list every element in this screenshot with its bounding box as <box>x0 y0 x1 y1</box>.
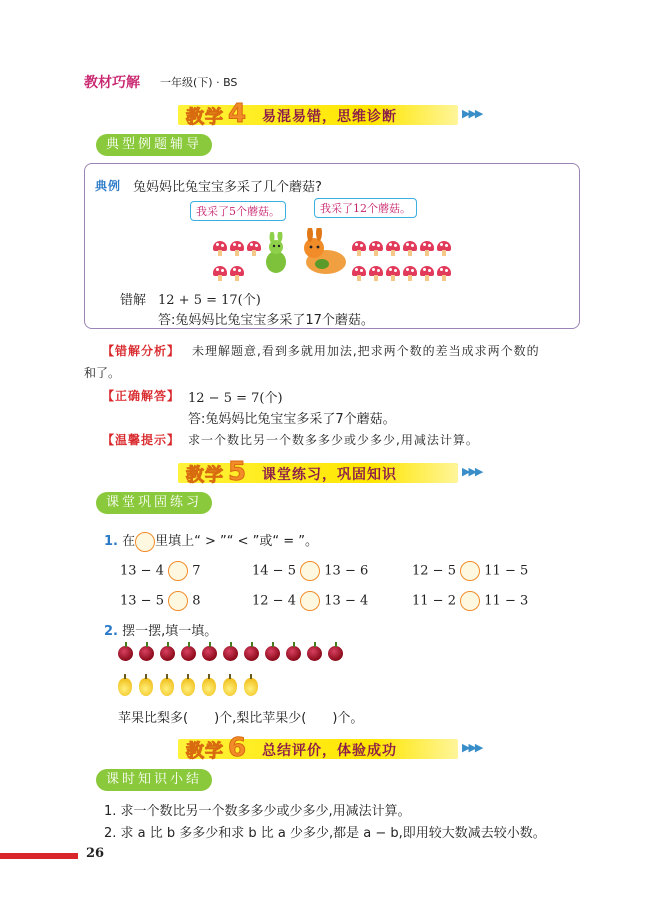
analysis-text-line2: 和了。 <box>84 366 121 380</box>
compare-item-6: 11 − 2 11 − 3 <box>412 591 528 611</box>
tip-text: 求一个数比另一个数多多少或少多少,用减法计算。 <box>188 433 479 447</box>
header-subtitle: 一年级(下) · BS <box>160 76 238 89</box>
section-number: 4 <box>228 99 247 129</box>
mushroom-icon <box>403 241 417 251</box>
subsection-pill: 课时知识小结 <box>96 769 212 791</box>
question-number: 2. <box>104 624 118 639</box>
pear-icon <box>118 678 132 696</box>
section-label: 教学 <box>186 107 224 128</box>
question-1-pre: 在 <box>122 534 136 549</box>
correct-tag: 【正确解答】 <box>102 389 181 403</box>
correct-equation: 12 − 5 = 7(个) <box>188 391 283 406</box>
apple-icon <box>244 646 259 661</box>
mushroom-icon <box>420 266 434 276</box>
apple-icon <box>139 646 154 661</box>
analysis-text-line1: 未理解题意,看到多就用加法,把求两个数的差当成求两个数的 <box>192 344 540 358</box>
mushroom-icon <box>247 241 261 251</box>
analysis-tag: 【错解分析】 <box>102 344 181 358</box>
section-banner-4 <box>178 101 490 129</box>
pear-icon <box>244 678 258 696</box>
apple-icon <box>160 646 175 661</box>
section-number: 6 <box>228 733 247 763</box>
compare-circle[interactable] <box>300 591 320 611</box>
mushroom-icon <box>437 266 451 276</box>
section-banner-5 <box>178 459 490 487</box>
baby-rabbit-icon <box>262 232 290 274</box>
compare-circle[interactable] <box>460 591 480 611</box>
pear-icon <box>223 678 237 696</box>
question-number: 1. <box>104 534 118 549</box>
header-brand: 教材巧解 <box>84 75 140 91</box>
pear-icon <box>160 678 174 696</box>
mushroom-icon <box>386 241 400 251</box>
section-title: 易混易错，思维诊断 <box>262 109 397 125</box>
section-number: 5 <box>228 457 247 487</box>
correct-answer: 答:兔妈妈比兔宝宝多采了7个蘑菇。 <box>188 412 396 427</box>
wrong-answer: 答:兔妈妈比兔宝宝多采了17个蘑菇。 <box>158 313 374 328</box>
pear-icon <box>139 678 153 696</box>
compare-circle[interactable] <box>168 591 188 611</box>
compare-circle[interactable] <box>168 561 188 581</box>
mother-rabbit-icon <box>298 228 350 276</box>
apple-icon <box>181 646 196 661</box>
arrows-icon: ▶▶▶ <box>462 465 482 478</box>
compare-circle[interactable] <box>460 561 480 581</box>
subsection-pill: 课堂巩固练习 <box>96 492 212 514</box>
question-2-title: 摆一摆,填一填。 <box>122 624 218 639</box>
question-2 <box>104 620 217 639</box>
mushroom-group-right <box>352 236 470 280</box>
compare-item-2: 14 − 5 13 − 6 <box>252 561 368 581</box>
mushroom-icon <box>369 241 383 251</box>
compare-item-5: 12 − 4 13 − 4 <box>252 591 368 611</box>
section-title: 总结评价，体验成功 <box>262 743 397 759</box>
section-label: 教学 <box>186 741 224 762</box>
question-1-post: 里填上“ > ”“ < ”或“ = ”。 <box>155 534 319 549</box>
compare-item-4: 13 − 5 8 <box>120 591 201 611</box>
mushroom-icon <box>213 266 227 276</box>
question-1 <box>104 530 318 552</box>
page-number: 26 <box>86 846 105 861</box>
apple-icon <box>265 646 280 661</box>
compare-item-3: 12 − 5 11 − 5 <box>412 561 528 581</box>
example-question: 兔妈妈比兔宝宝多采了几个蘑菇? <box>133 180 322 195</box>
pear-icon <box>202 678 216 696</box>
section-banner-6 <box>178 735 490 763</box>
mushroom-icon <box>403 266 417 276</box>
wrong-equation: 12 + 5 = 17(个) <box>158 293 261 308</box>
apple-icon <box>286 646 301 661</box>
pear-icon <box>181 678 195 696</box>
mushroom-icon <box>213 241 227 251</box>
tip-tag: 【温馨提示】 <box>102 433 181 447</box>
apple-row <box>118 646 349 665</box>
apple-icon <box>118 646 133 661</box>
compare-circle <box>135 532 155 552</box>
bubble-right: 我采了12个蘑菇。 <box>314 198 417 218</box>
arrows-icon: ▶▶▶ <box>462 107 482 120</box>
mushroom-icon <box>352 266 366 276</box>
mushroom-icon <box>437 241 451 251</box>
question-2-fill: 苹果比梨多( )个,梨比苹果少( )个。 <box>118 711 364 726</box>
section-label: 教学 <box>186 465 224 486</box>
compare-circle[interactable] <box>300 561 320 581</box>
section-title: 课堂练习，巩固知识 <box>262 467 397 483</box>
summary-line-1: 1. 求一个数比另一个数多多少或少多少,用减法计算。 <box>104 804 411 819</box>
wrong-label: 错解 <box>120 293 147 308</box>
apple-icon <box>328 646 343 661</box>
mushroom-icon <box>420 241 434 251</box>
mushroom-group-left <box>213 236 267 280</box>
mushroom-icon <box>386 266 400 276</box>
bubble-left: 我采了5个蘑菇。 <box>190 201 286 221</box>
mushroom-icon <box>369 266 383 276</box>
apple-icon <box>223 646 238 661</box>
mushroom-icon <box>230 241 244 251</box>
compare-item-1: 13 − 4 7 <box>120 561 201 581</box>
mushroom-icon <box>352 241 366 251</box>
footer-bar <box>0 853 78 859</box>
subsection-pill: 典型例题辅导 <box>96 134 212 156</box>
apple-icon <box>307 646 322 661</box>
mushroom-icon <box>230 266 244 276</box>
example-tag: 典例 <box>95 179 122 193</box>
apple-icon <box>202 646 217 661</box>
arrows-icon: ▶▶▶ <box>462 741 482 754</box>
summary-line-2: 2. 求 a 比 b 多多少和求 b 比 a 少多少,都是 a − b,即用较大数减去较小数。 <box>104 826 546 841</box>
pear-row <box>118 678 265 700</box>
